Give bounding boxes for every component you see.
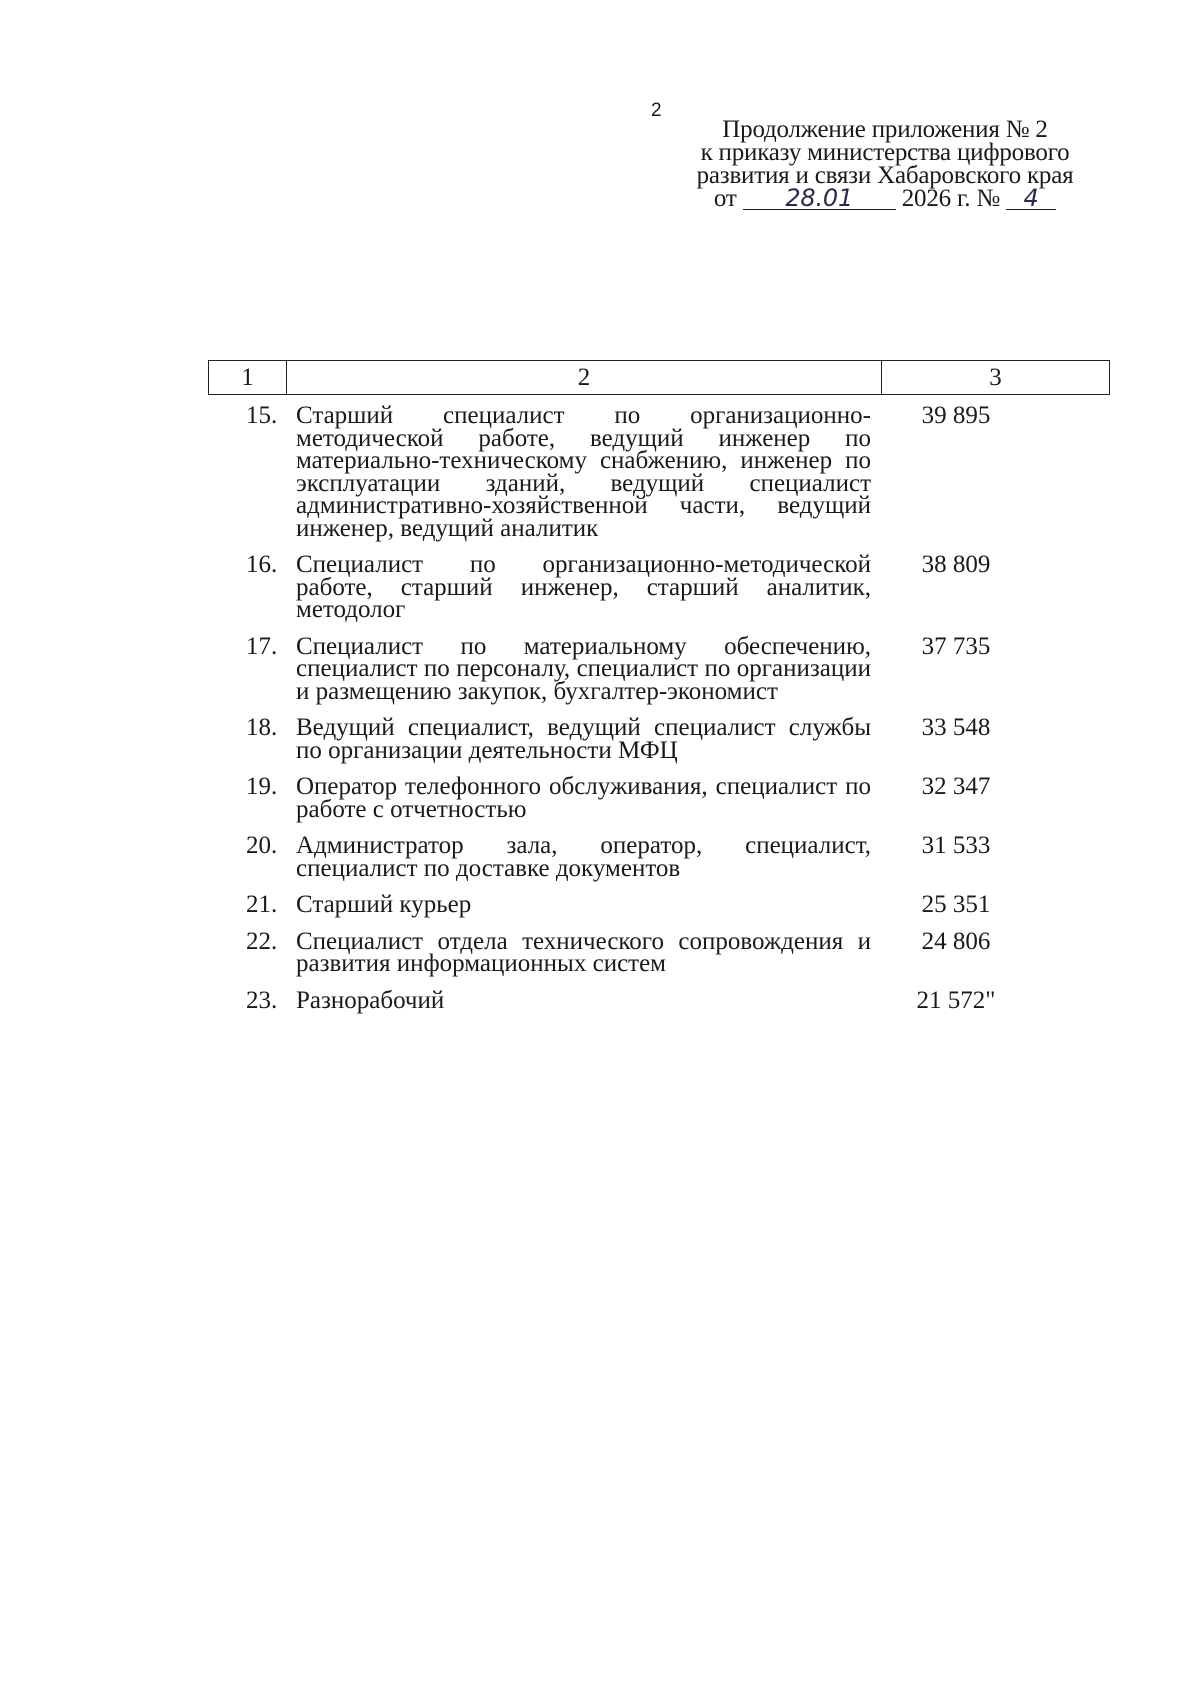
position-title: Старший специалист по организационно-методической работе, ведущий инженер по материально-техническому снабжению, инженер по эксплуатации зданий, ведущий специалист административно-хозяйственной части, ведущий инженер, ведущий аналитик [296,402,871,542]
salary-value: 38 809 [921,551,991,578]
position-title: Оператор телефонного обслуживания, специалист по работе с отчетностью [296,773,871,823]
table-row [246,551,1076,623]
row-number: 22. [246,927,278,955]
order-date-handwritten: 28.01 [743,187,896,210]
year-label: 2026 г. № [901,185,1000,212]
salary-value: 33 548 [921,714,991,741]
position-title: Специалист по материальному обеспечению, специалист по персоналу, специалист по организации и размещению закупок, бухгалтер-экономист [296,632,871,705]
appendix-ministry: развития и связи Хабаровского края [696,162,1074,189]
column-header-2: 2 [287,361,882,394]
page-number: 2 [651,100,662,121]
from-label: от [713,185,737,212]
table-row [246,891,1076,918]
position-title: Администратор зала, оператор, специалист, специалист по доставке документов [296,832,871,882]
appendix-title: Продолжение приложения № 2 [722,116,1048,143]
salary-value: 37 735 [921,632,991,660]
salary-table-body [246,402,1076,1026]
table-header [208,360,1110,395]
row-number: 20. [246,832,278,859]
appendix-order-reference: к приказу министерства цифрового [700,139,1070,166]
table-row [246,773,1076,823]
salary-value: 21 572" [916,986,996,1014]
row-number: 21. [246,891,278,918]
position-title: Старший курьер [296,891,472,918]
row-number: 18. [246,714,278,741]
row-number: 15. [246,402,278,429]
salary-value: 39 895 [921,402,991,429]
table-row [246,402,1076,542]
table-row [246,714,1076,764]
salary-value: 32 347 [921,773,991,800]
salary-value: 25 351 [921,891,991,918]
row-number: 19. [246,773,278,800]
row-number: 23. [246,986,278,1014]
position-title: Специалист отдела технического сопровождения и развития информационных систем [296,927,871,977]
row-number: 16. [246,551,278,578]
position-title: Разнорабочий [296,986,445,1014]
column-header-3: 3 [989,363,1002,391]
table-row [246,632,1076,705]
table-row [246,832,1076,882]
row-number: 17. [246,632,278,660]
table-row [246,927,1076,977]
salary-value: 24 806 [921,927,991,955]
table-row [246,986,1076,1014]
order-number-handwritten: 4 [1006,187,1056,210]
salary-value: 31 533 [921,832,991,859]
appendix-header [660,118,1110,210]
column-header-1: 1 [209,361,287,394]
position-title: Ведущий специалист, ведущий специалист службы по организации деятельности МФЦ [296,714,871,764]
order-date-line [660,184,1110,212]
position-title: Специалист по организационно-методической работе, старший инженер, старший аналитик, методолог [296,551,871,623]
